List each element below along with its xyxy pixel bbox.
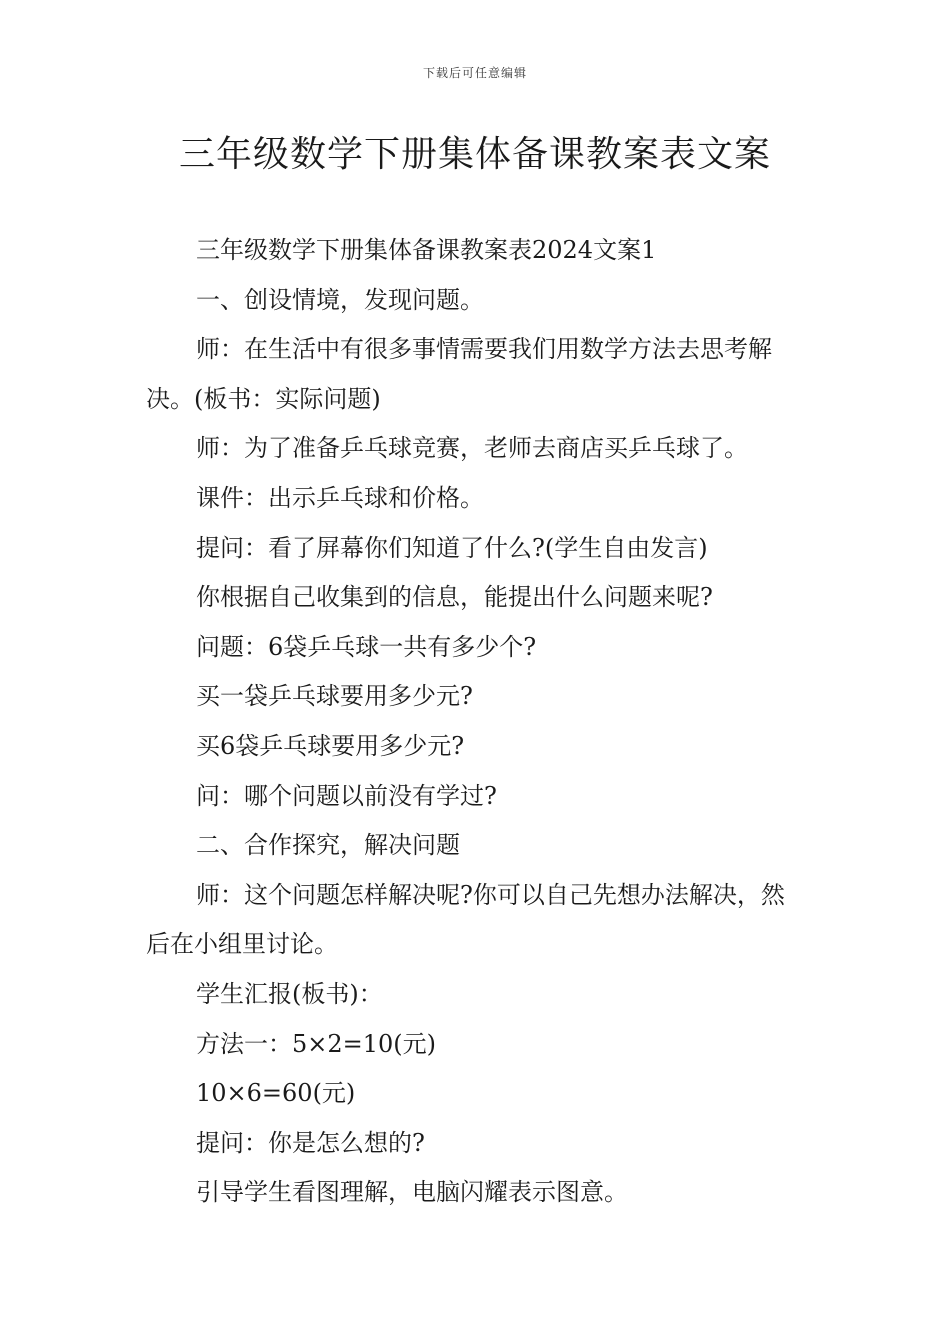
document-body xyxy=(146,226,806,1218)
paragraph: 三年级数学下册集体备课教案表2024文案1 xyxy=(196,236,657,264)
document-title: 三年级数学下册集体备课教案表文案 xyxy=(178,134,771,175)
paragraph: 买一袋乒乓球要用多少元? xyxy=(196,682,473,711)
paragraph: 问题：6袋乒乓球一共有多少个? xyxy=(196,632,537,661)
paragraph: 师：这个问题怎样解决呢?你可以自己先想办法解决，然后在小组里讨论。 xyxy=(146,880,785,959)
paragraph: 方法一：5×2=10(元) xyxy=(196,1029,437,1058)
paragraph: 引导学生看图理解，电脑闪耀表示图意。 xyxy=(196,1178,628,1207)
paragraph: 你根据自己收集到的信息，能提出什么问题来呢? xyxy=(196,583,713,612)
paragraph: 学生汇报(板书)： xyxy=(196,979,383,1008)
paragraph: 买6袋乒乓球要用多少元? xyxy=(196,731,465,760)
paragraph: 课件：出示乒乓球和价格。 xyxy=(196,483,484,512)
paragraph: 提问：你是怎么想的? xyxy=(196,1128,425,1157)
paragraph: 一、创设情境，发现问题。 xyxy=(196,285,484,314)
paragraph: 师：在生活中有很多事情需要我们用数学方法去思考解决。(板书：实际问题) xyxy=(146,335,772,413)
paragraph: 问：哪个问题以前没有学过? xyxy=(196,781,497,810)
paragraph: 10×6=60(元) xyxy=(196,1079,356,1108)
paragraph: 二、合作探究，解决问题 xyxy=(196,831,460,860)
header-note: 下载后可任意编辑 xyxy=(422,66,527,80)
paragraph: 提问：看了屏幕你们知道了什么?(学生自由发言) xyxy=(196,533,708,562)
paragraph: 师：为了准备乒乓球竞赛，老师去商店买乒乓球了。 xyxy=(196,434,748,463)
